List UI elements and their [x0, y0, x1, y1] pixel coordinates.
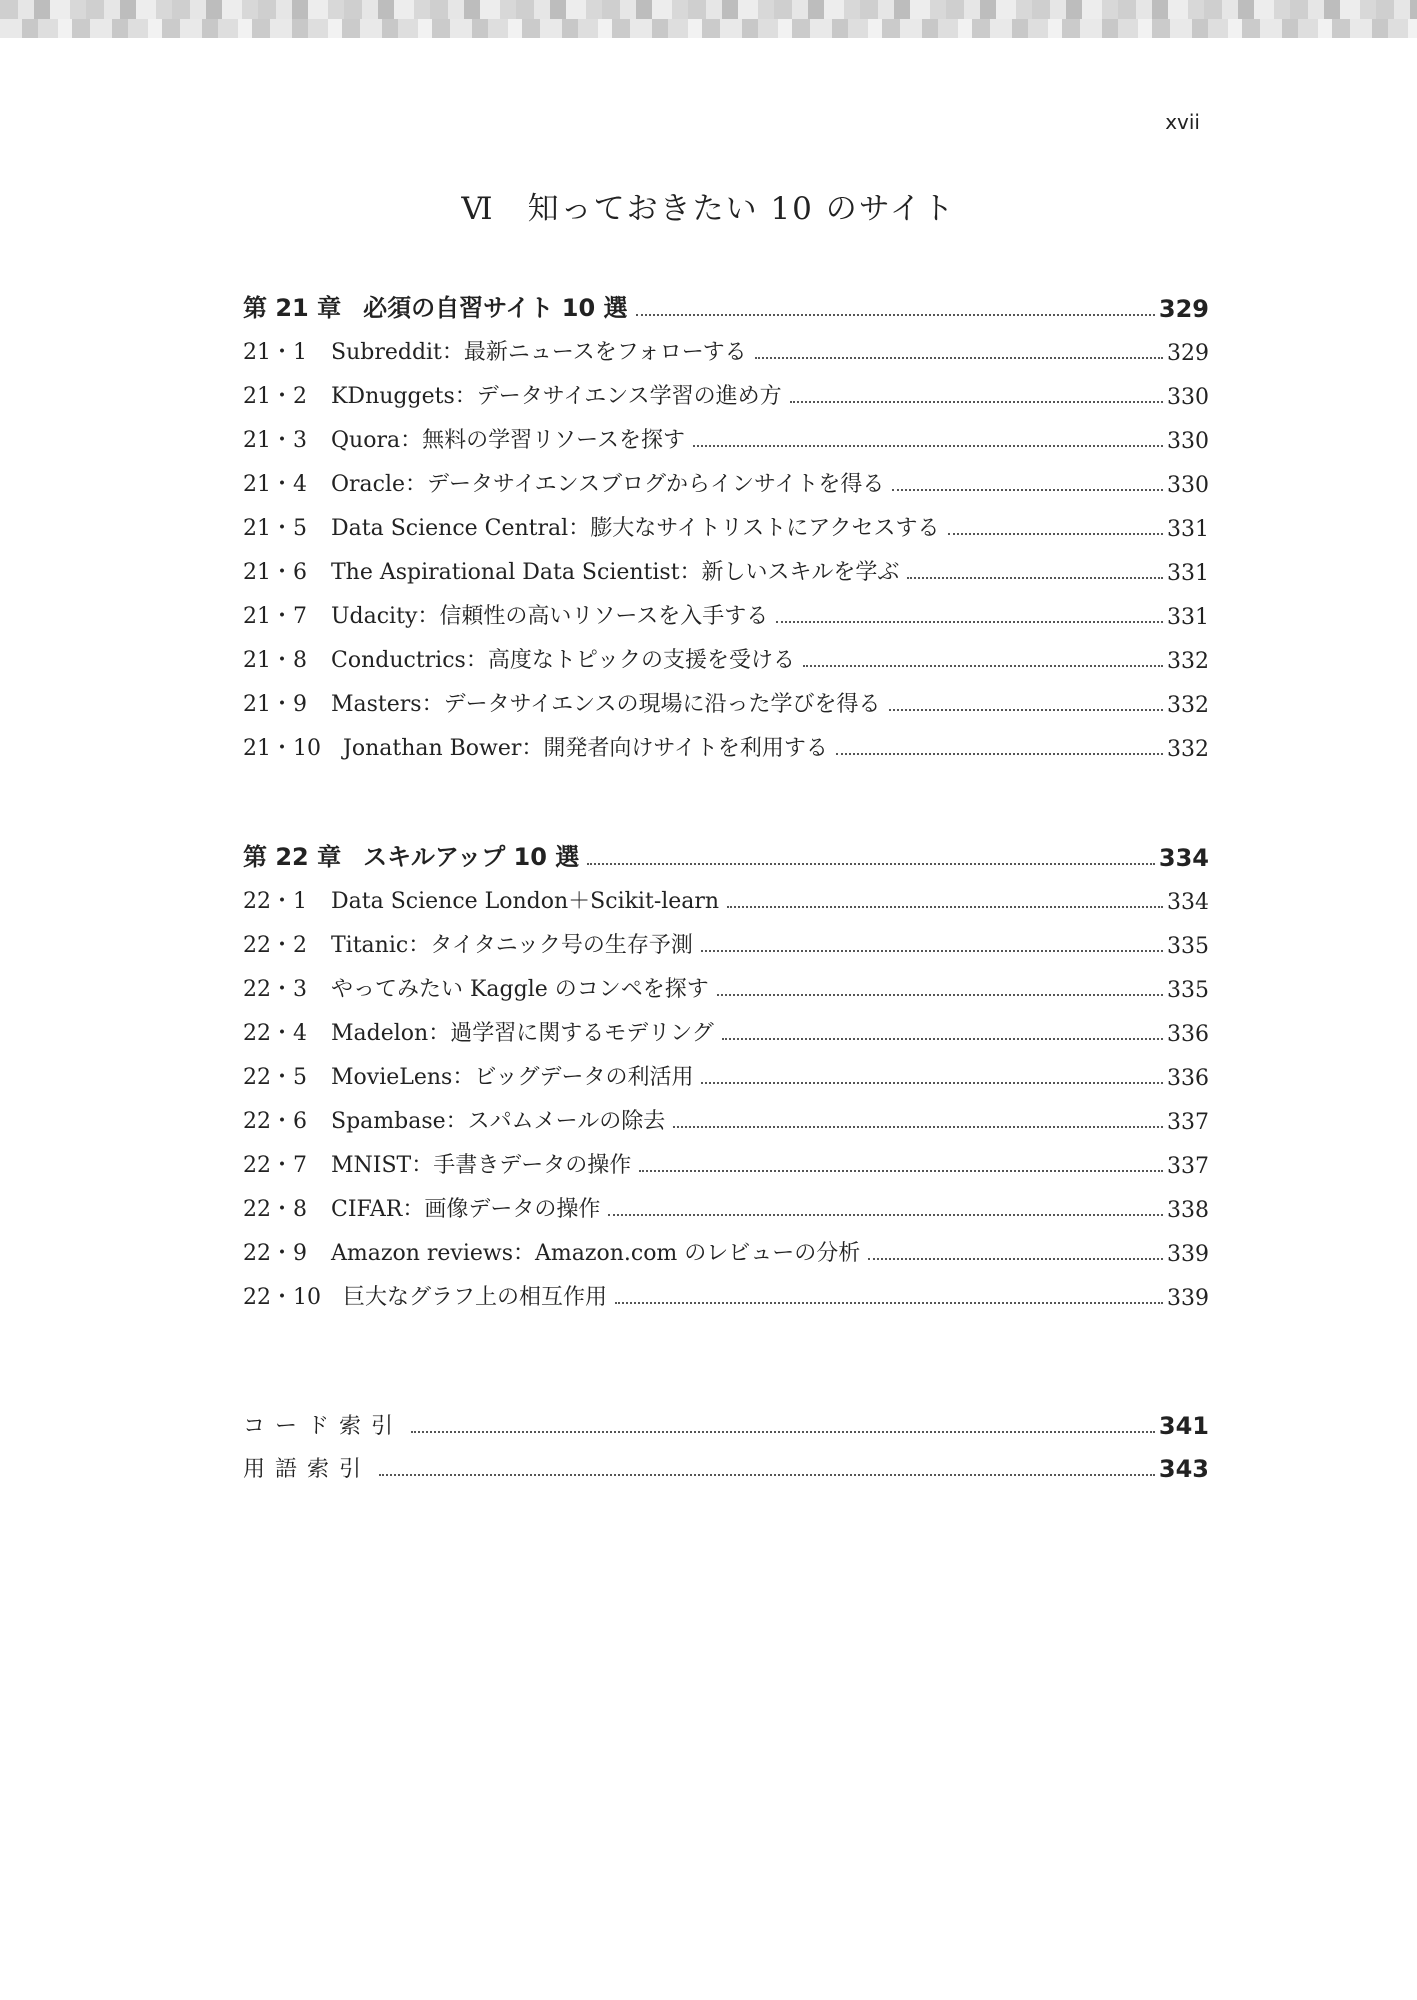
- dot-leader: [948, 533, 1163, 535]
- section-number: 22・1: [243, 889, 307, 914]
- section-title: Amazon reviews：Amazon.com のレビューの分析: [331, 1241, 861, 1266]
- toc-section[interactable]: [243, 550, 1209, 586]
- section-title: Spambase：スパムメールの除去: [331, 1109, 666, 1134]
- section-title: Conductrics：高度なトピックの支援を受ける: [331, 648, 795, 673]
- dot-leader: [868, 1258, 1163, 1260]
- toc-section[interactable]: [243, 682, 1209, 718]
- toc-section[interactable]: [243, 462, 1209, 498]
- dot-leader: [701, 950, 1163, 952]
- page-number: xvii: [1165, 110, 1200, 134]
- section-page: 330: [1167, 473, 1209, 498]
- toc-section[interactable]: [243, 374, 1209, 410]
- dot-leader: [836, 753, 1163, 755]
- section-number: 22・10: [243, 1285, 321, 1310]
- section-number: 22・4: [243, 1021, 307, 1046]
- section-title: Data Science London＋Scikit-learn: [331, 889, 720, 914]
- dot-leader: [790, 401, 1163, 403]
- section-title: Titanic：タイタニック号の生存予測: [331, 933, 693, 958]
- section-title: Masters：データサイエンスの現場に沿った学びを得る: [331, 692, 881, 717]
- section-title: Oracle：データサイエンスブログからインサイトを得る: [331, 472, 885, 497]
- toc-section[interactable]: [243, 967, 1209, 1003]
- section-page: 337: [1167, 1110, 1209, 1135]
- header-decorative-strip: [0, 0, 1417, 38]
- section-title: KDnuggets：データサイエンス学習の進め方: [331, 384, 782, 409]
- toc-chapter-21[interactable]: [243, 287, 1209, 323]
- section-page: 332: [1167, 693, 1209, 718]
- toc-term-index[interactable]: [243, 1447, 1209, 1483]
- section-title: 巨大なグラフ上の相互作用: [343, 1285, 608, 1310]
- toc-section[interactable]: [243, 506, 1209, 542]
- section-page: 331: [1167, 605, 1209, 630]
- dot-leader: [701, 1082, 1163, 1084]
- index-page: 343: [1158, 1455, 1209, 1483]
- section-number: 21・2: [243, 384, 307, 409]
- section-number: 21・4: [243, 472, 307, 497]
- section-title: MNIST：手書きデータの操作: [331, 1153, 632, 1178]
- index-page: 341: [1158, 1412, 1209, 1440]
- section-number: 21・6: [243, 560, 307, 585]
- section-page: 337: [1167, 1154, 1209, 1179]
- section-title: The Aspirational Data Scientist：新しいスキルを学ぶ: [331, 560, 900, 585]
- section-title: Madelon：過学習に関するモデリング: [331, 1021, 714, 1046]
- dot-leader: [411, 1431, 1155, 1433]
- index-title: 用語索引: [243, 1457, 372, 1482]
- section-number: 22・2: [243, 933, 307, 958]
- chapter-title: スキルアップ 10 選: [363, 843, 580, 871]
- chapter-page: 329: [1158, 295, 1209, 323]
- dot-leader: [907, 577, 1163, 579]
- dot-leader: [755, 357, 1163, 359]
- dot-leader: [608, 1214, 1163, 1216]
- toc-section[interactable]: [243, 418, 1209, 454]
- dot-leader: [776, 621, 1163, 623]
- section-page: 331: [1167, 517, 1209, 542]
- section-number: 22・8: [243, 1197, 307, 1222]
- section-title: CIFAR：画像データの操作: [331, 1197, 601, 1222]
- chapter-number: 第 22 章: [243, 843, 342, 871]
- dot-leader: [615, 1302, 1163, 1304]
- section-number: 22・7: [243, 1153, 307, 1178]
- dot-leader: [717, 994, 1163, 996]
- section-number: 22・6: [243, 1109, 307, 1134]
- section-page: 330: [1167, 385, 1209, 410]
- section-title: Subreddit：最新ニュースをフォローする: [331, 340, 747, 365]
- section-title: Data Science Central：膨大なサイトリストにアクセスする: [331, 516, 940, 541]
- dot-leader: [693, 445, 1163, 447]
- section-page: 336: [1167, 1022, 1209, 1047]
- chapter-number: 第 21 章: [243, 294, 342, 322]
- part-title: Ⅵ 知っておきたい 10 のサイト: [461, 191, 956, 227]
- section-title: Quora：無料の学習リソースを探す: [331, 428, 685, 453]
- toc-chapter-22[interactable]: [243, 836, 1209, 872]
- section-title: Udacity：信頼性の高いリソースを入手する: [331, 604, 769, 629]
- section-page: 335: [1167, 978, 1209, 1003]
- toc-section[interactable]: [243, 594, 1209, 630]
- toc-section[interactable]: [243, 1055, 1209, 1091]
- section-title: やってみたい Kaggle のコンペを探す: [331, 977, 709, 1002]
- chapter-page: 334: [1158, 844, 1209, 872]
- section-title: MovieLens：ビッグデータの利活用: [331, 1065, 694, 1090]
- section-page: 330: [1167, 429, 1209, 454]
- toc-section[interactable]: [243, 726, 1209, 762]
- dot-leader: [892, 489, 1163, 491]
- section-number: 22・5: [243, 1065, 307, 1090]
- section-number: 22・3: [243, 977, 307, 1002]
- dot-leader: [889, 709, 1163, 711]
- section-number: 21・1: [243, 340, 307, 365]
- section-title: Jonathan Bower：開発者向けサイトを利用する: [343, 736, 828, 761]
- dot-leader: [636, 314, 1155, 316]
- section-page: 331: [1167, 561, 1209, 586]
- section-number: 21・7: [243, 604, 307, 629]
- toc-section[interactable]: [243, 638, 1209, 674]
- toc-code-index[interactable]: [243, 1404, 1209, 1440]
- section-page: 336: [1167, 1066, 1209, 1091]
- section-number: 21・5: [243, 516, 307, 541]
- section-number: 22・9: [243, 1241, 307, 1266]
- section-page: 338: [1167, 1198, 1209, 1223]
- toc-section[interactable]: [243, 923, 1209, 959]
- toc-section[interactable]: [243, 1187, 1209, 1223]
- section-page: 334: [1167, 890, 1209, 915]
- dot-leader: [803, 665, 1163, 667]
- toc-section[interactable]: [243, 330, 1209, 366]
- dot-leader: [639, 1170, 1163, 1172]
- section-number: 21・10: [243, 736, 321, 761]
- toc-section[interactable]: [243, 1011, 1209, 1047]
- toc-section[interactable]: [243, 1143, 1209, 1179]
- toc-section[interactable]: [243, 1231, 1209, 1267]
- dot-leader: [673, 1126, 1163, 1128]
- section-page: 329: [1167, 341, 1209, 366]
- section-page: 339: [1167, 1286, 1209, 1311]
- section-page: 339: [1167, 1242, 1209, 1267]
- dot-leader: [379, 1474, 1155, 1476]
- section-page: 335: [1167, 934, 1209, 959]
- index-title: コード索引: [243, 1414, 404, 1439]
- dot-leader: [722, 1038, 1163, 1040]
- section-page: 332: [1167, 649, 1209, 674]
- section-number: 21・3: [243, 428, 307, 453]
- section-number: 21・8: [243, 648, 307, 673]
- toc-section[interactable]: [243, 879, 1209, 915]
- dot-leader: [727, 906, 1163, 908]
- toc-section[interactable]: [243, 1099, 1209, 1135]
- section-page: 332: [1167, 737, 1209, 762]
- toc-section[interactable]: [243, 1275, 1209, 1311]
- dot-leader: [587, 863, 1155, 865]
- section-number: 21・9: [243, 692, 307, 717]
- chapter-title: 必須の自習サイト 10 選: [363, 294, 628, 322]
